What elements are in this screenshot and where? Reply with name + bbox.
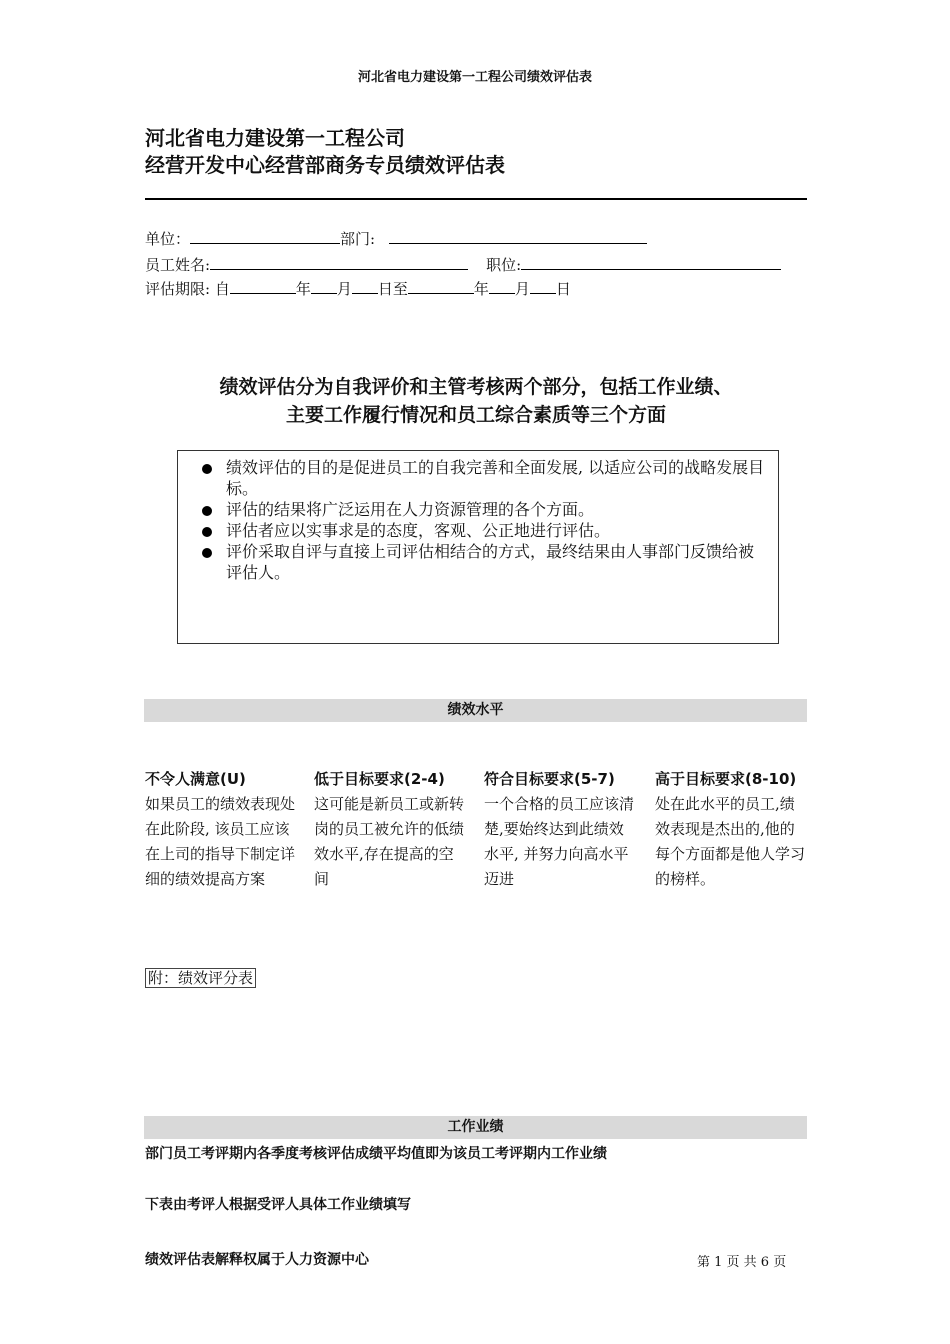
unit-dept-row xyxy=(145,228,647,249)
work-performance-note: 部门员工考评期内各季度考核评估成绩平均值即为该员工考评期内工作业绩 xyxy=(145,1146,607,1162)
bullet-icon xyxy=(202,464,212,474)
level-description: 一个合格的员工应该清楚,要始终达到此绩效水平, 并努力向高水平迈进 xyxy=(484,795,635,888)
name-field[interactable] xyxy=(210,255,468,270)
dept-field[interactable] xyxy=(389,229,647,244)
level-description: 这可能是新员工或新转岗的员工被允许的低绩效水平,存在提高的空间 xyxy=(314,795,465,888)
unit-label: 单位： xyxy=(145,230,191,248)
level-title: 符合目标要求(5-7) xyxy=(484,770,615,788)
bullet-icon xyxy=(202,527,212,537)
work-performance-instruction: 下表由考评人根据受评人具体工作业绩填写 xyxy=(145,1197,411,1213)
running-header: 河北省电力建设第一工程公司绩效评估表 xyxy=(357,70,592,85)
day-to-label: 日至 xyxy=(377,280,408,298)
form-title: 经营开发中心经营部商务专员绩效评估表 xyxy=(145,153,505,177)
end-month-field[interactable] xyxy=(489,279,515,294)
guideline-item: 评估的结果将广泛运用在人力资源管理的各个方面。 xyxy=(188,499,768,520)
bullet-icon xyxy=(202,506,212,516)
performance-level-band: 绩效水平 xyxy=(144,699,807,722)
work-performance-band: 工作业绩 xyxy=(144,1116,807,1139)
year-label: 年 xyxy=(295,280,311,298)
guideline-item: 评价采取自评与直接上司评估相结合的方式，最终结果由人事部门反馈给被评估人。 xyxy=(188,541,768,583)
level-title: 低于目标要求(2-4) xyxy=(314,770,445,788)
position-field[interactable] xyxy=(521,255,781,270)
level-title: 不令人满意(U) xyxy=(145,770,246,788)
intro-heading xyxy=(145,373,807,429)
level-description: 处在此水平的员工,绩效表现是杰出的,他的每个方面都是他人学习的榜样。 xyxy=(655,795,806,888)
day-label: 日 xyxy=(555,280,571,298)
start-month-field[interactable] xyxy=(311,279,337,294)
level-below-target xyxy=(314,768,474,892)
end-year-field[interactable] xyxy=(408,279,474,294)
level-description: 如果员工的绩效表现处在此阶段, 该员工应该在上司的指导下制定详细的绩效提高方案 xyxy=(145,795,296,888)
guidelines-list xyxy=(178,451,778,583)
title-rule xyxy=(145,198,807,200)
dept-label: 部门: xyxy=(340,230,376,248)
name-label: 员工姓名: xyxy=(145,256,211,274)
bullet-icon xyxy=(202,548,212,558)
unit-field[interactable] xyxy=(190,229,340,244)
start-day-field[interactable] xyxy=(352,279,378,294)
footer-note: 绩效评估表解释权属于人力资源中心 xyxy=(145,1252,369,1268)
page-number: 第 1 页 共 6 页 xyxy=(697,1255,787,1270)
month-label: 月 xyxy=(514,280,530,298)
end-day-field[interactable] xyxy=(530,279,556,294)
level-title: 高于目标要求(8-10) xyxy=(655,770,797,788)
level-meets-target xyxy=(484,768,644,892)
intro-line: 绩效评估分为自我评价和主管考核两个部分，包括工作业绩、 xyxy=(219,376,733,398)
position-label: 职位: xyxy=(486,256,522,274)
company-title: 河北省电力建设第一工程公司 xyxy=(145,126,405,150)
year-label: 年 xyxy=(473,280,489,298)
appendix-link[interactable]: 附：绩效评分表 xyxy=(145,968,256,988)
period-row xyxy=(145,278,571,299)
guideline-item: 评估者应以实事求是的态度，客观、公正地进行评估。 xyxy=(188,520,768,541)
intro-line: 主要工作履行情况和员工综合素质等三个方面 xyxy=(285,404,666,426)
level-above-target xyxy=(655,768,815,892)
start-year-field[interactable] xyxy=(230,279,296,294)
name-position-row xyxy=(145,254,781,275)
period-label: 评估期限: 自 xyxy=(145,280,230,298)
guidelines-box xyxy=(177,450,779,644)
month-label: 月 xyxy=(336,280,352,298)
guideline-item: 绩效评估的目的是促进员工的自我完善和全面发展, 以适应公司的战略发展目标。 xyxy=(188,457,768,499)
level-unsatisfactory xyxy=(145,768,305,892)
